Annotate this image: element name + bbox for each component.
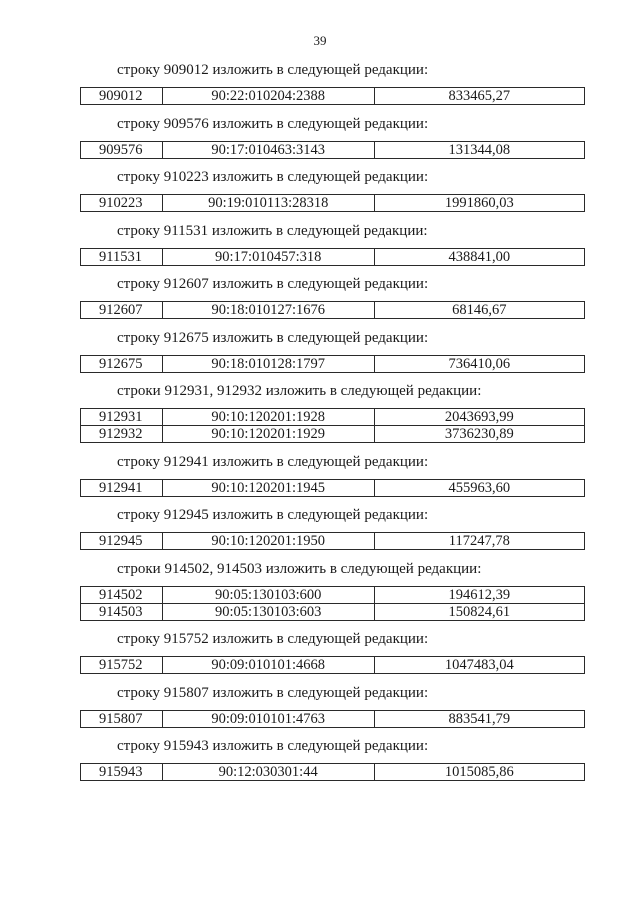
row-number-cell: 912932 bbox=[81, 426, 163, 443]
amendment-table bbox=[80, 355, 585, 373]
value-cell: 3736230,89 bbox=[374, 426, 584, 443]
cadastral-number-cell: 90:12:030301:44 bbox=[162, 764, 374, 781]
amendment-table bbox=[80, 763, 585, 781]
page-number: 39 bbox=[313, 33, 327, 48]
row-number-cell: 911531 bbox=[81, 248, 163, 265]
amendment-instruction: строки 912931, 912932 изложить в следующей редакции: bbox=[117, 383, 482, 399]
row-number-cell: 909012 bbox=[81, 88, 163, 105]
table-row bbox=[81, 603, 585, 620]
amendment-block bbox=[0, 276, 640, 319]
table-row bbox=[81, 764, 585, 781]
value-cell: 833465,27 bbox=[374, 88, 584, 105]
table-row bbox=[81, 533, 585, 550]
cadastral-number-cell: 90:22:010204:2388 bbox=[162, 88, 374, 105]
amendment-block bbox=[0, 330, 640, 373]
amendment-table bbox=[80, 586, 585, 621]
amendment-block bbox=[0, 685, 640, 728]
cadastral-number-cell: 90:09:010101:4763 bbox=[162, 710, 374, 727]
value-cell: 194612,39 bbox=[374, 586, 584, 603]
amendment-instruction: строку 909012 изложить в следующей редакции: bbox=[117, 62, 429, 78]
amendment-instruction: строку 912941 изложить в следующей редакции: bbox=[117, 453, 429, 470]
cadastral-number-cell: 90:10:120201:1928 bbox=[162, 409, 374, 426]
row-number-cell: 912931 bbox=[81, 409, 163, 426]
row-number-cell: 912945 bbox=[81, 533, 163, 550]
table-row bbox=[81, 479, 585, 496]
value-cell: 736410,06 bbox=[374, 355, 584, 372]
table-row bbox=[81, 248, 585, 265]
row-number-cell: 914502 bbox=[81, 586, 163, 603]
table-row bbox=[81, 426, 585, 443]
cadastral-number-cell: 90:18:010127:1676 bbox=[162, 302, 374, 319]
table-row bbox=[81, 586, 585, 603]
amendment-instruction: строку 915752 изложить в следующей редакции: bbox=[117, 631, 429, 647]
value-cell: 1991860,03 bbox=[374, 195, 584, 212]
table-row bbox=[81, 302, 585, 319]
amendment-table bbox=[80, 141, 585, 159]
value-cell: 438841,00 bbox=[374, 248, 584, 265]
cadastral-number-cell: 90:05:130103:600 bbox=[162, 586, 374, 603]
cadastral-number-cell: 90:10:120201:1950 bbox=[162, 533, 374, 550]
row-number-cell: 909576 bbox=[81, 141, 163, 158]
amendment-block bbox=[0, 383, 640, 443]
amendment-table bbox=[80, 710, 585, 728]
row-number-cell: 912941 bbox=[81, 479, 163, 496]
amendment-table bbox=[80, 301, 585, 319]
amendment-table bbox=[80, 532, 585, 550]
amendment-instruction: строки 914502, 914503 изложить в следующей редакции: bbox=[117, 560, 482, 577]
amendment-list bbox=[0, 62, 640, 792]
row-number-cell: 915752 bbox=[81, 657, 163, 674]
table-row bbox=[81, 141, 585, 158]
value-cell: 117247,78 bbox=[374, 533, 584, 550]
table-row bbox=[81, 355, 585, 372]
table-row bbox=[81, 710, 585, 727]
row-number-cell: 914503 bbox=[81, 603, 163, 620]
amendment-block bbox=[0, 223, 640, 266]
row-number-cell: 915943 bbox=[81, 764, 163, 781]
value-cell: 68146,67 bbox=[374, 302, 584, 319]
value-cell: 2043693,99 bbox=[374, 409, 584, 426]
cadastral-number-cell: 90:10:120201:1945 bbox=[162, 479, 374, 496]
amendment-table bbox=[80, 194, 585, 212]
table-row bbox=[81, 657, 585, 674]
value-cell: 131344,08 bbox=[374, 141, 584, 158]
amendment-instruction: строку 911531 изложить в следующей редакции: bbox=[117, 222, 428, 239]
amendment-table bbox=[80, 656, 585, 674]
cadastral-number-cell: 90:09:010101:4668 bbox=[162, 657, 374, 674]
value-cell: 1015085,86 bbox=[374, 764, 584, 781]
value-cell: 883541,79 bbox=[374, 710, 584, 727]
amendment-table bbox=[80, 87, 585, 105]
cadastral-number-cell: 90:17:010457:318 bbox=[162, 248, 374, 265]
amendment-table bbox=[80, 479, 585, 497]
amendment-instruction: строку 915807 изложить в следующей редакции: bbox=[117, 684, 429, 701]
amendment-block bbox=[0, 169, 640, 212]
amendment-block bbox=[0, 116, 640, 159]
amendment-instruction: строку 909576 изложить в следующей редакции: bbox=[117, 115, 429, 132]
row-number-cell: 912675 bbox=[81, 355, 163, 372]
amendment-block bbox=[0, 507, 640, 550]
amendment-table bbox=[80, 248, 585, 266]
amendment-block bbox=[0, 561, 640, 621]
value-cell: 455963,60 bbox=[374, 479, 584, 496]
amendment-instruction: строку 912945 изложить в следующей редакции: bbox=[117, 507, 429, 523]
cadastral-number-cell: 90:18:010128:1797 bbox=[162, 355, 374, 372]
cadastral-number-cell: 90:17:010463:3143 bbox=[162, 141, 374, 158]
amendment-table bbox=[80, 408, 585, 443]
table-row bbox=[81, 409, 585, 426]
amendment-block bbox=[0, 738, 640, 781]
table-row bbox=[81, 88, 585, 105]
amendment-instruction: строку 912675 изложить в следующей редакции: bbox=[117, 329, 429, 346]
table-row bbox=[81, 195, 585, 212]
value-cell: 150824,61 bbox=[374, 603, 584, 620]
cadastral-number-cell: 90:05:130103:603 bbox=[162, 603, 374, 620]
row-number-cell: 915807 bbox=[81, 710, 163, 727]
amendment-instruction: строку 910223 изложить в следующей редакции: bbox=[117, 169, 429, 185]
cadastral-number-cell: 90:10:120201:1929 bbox=[162, 426, 374, 443]
amendment-instruction: строку 915943 изложить в следующей редакции: bbox=[117, 738, 429, 754]
cadastral-number-cell: 90:19:010113:28318 bbox=[162, 195, 374, 212]
amendment-instruction: строку 912607 изложить в следующей редакции: bbox=[117, 276, 429, 292]
row-number-cell: 910223 bbox=[81, 195, 163, 212]
row-number-cell: 912607 bbox=[81, 302, 163, 319]
amendment-block bbox=[0, 454, 640, 497]
amendment-block bbox=[0, 631, 640, 674]
value-cell: 1047483,04 bbox=[374, 657, 584, 674]
amendment-block bbox=[0, 62, 640, 105]
